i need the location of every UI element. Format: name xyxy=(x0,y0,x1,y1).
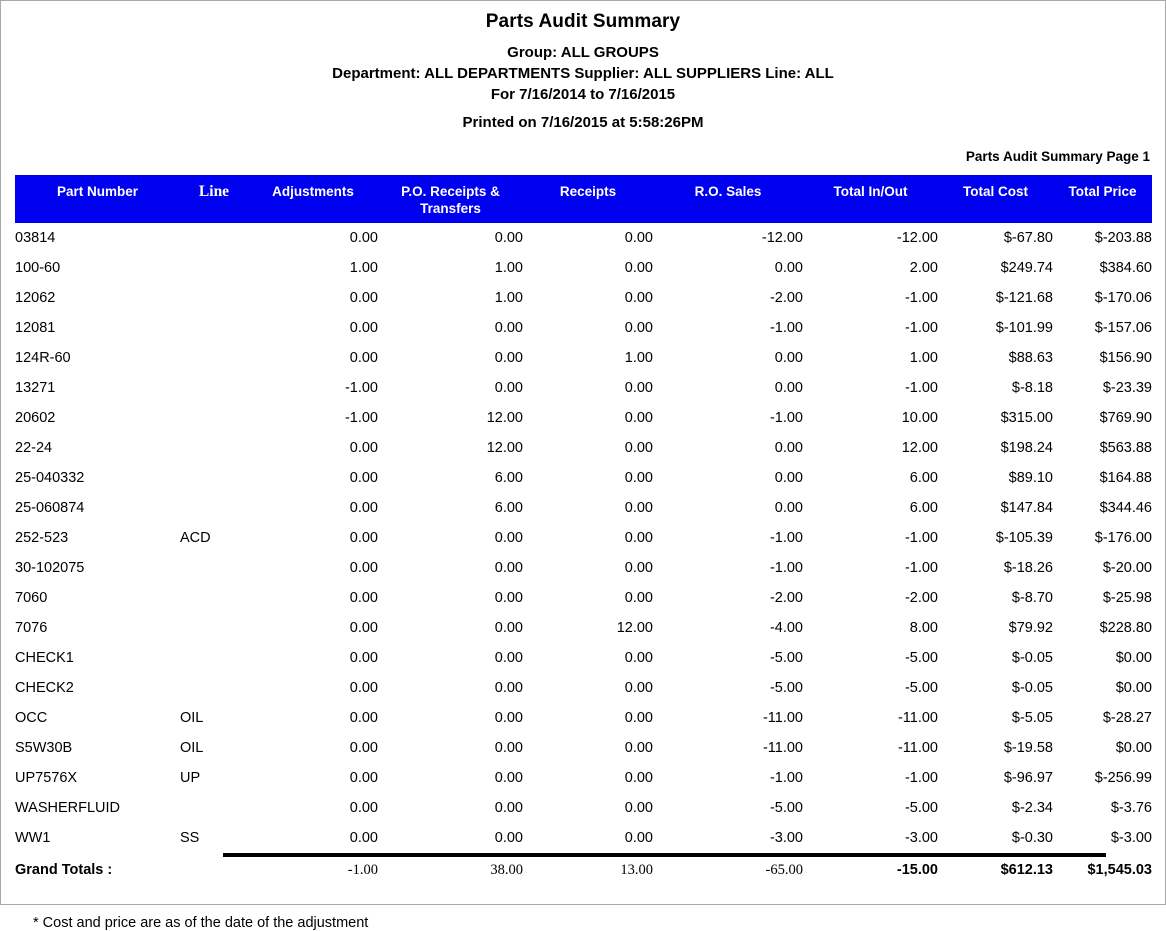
cell-total-cost: $-8.18 xyxy=(1011,380,1053,396)
cell-total-cost: $-101.99 xyxy=(995,320,1053,336)
cell-receipts: 0.00 xyxy=(624,290,653,306)
cell-po-receipts: 0.00 xyxy=(494,230,523,246)
table-row[interactable] xyxy=(15,733,1152,763)
cell-line xyxy=(180,373,248,403)
column-header-total-price-label: Total Price xyxy=(1068,184,1137,199)
cell-po-receipts: 0.00 xyxy=(494,800,523,816)
column-header-total-in-out-label: Total In/Out xyxy=(833,184,908,199)
cell-total-price: $-23.39 xyxy=(1102,380,1152,396)
cell-total-in-out: -1.00 xyxy=(904,530,938,546)
cell-part-number: 13271 xyxy=(15,380,56,396)
cell-po-receipts: 1.00 xyxy=(494,290,523,306)
cell-adjustments: 0.00 xyxy=(349,470,378,486)
cell-line xyxy=(180,253,248,283)
cell-part-number: 7076 xyxy=(15,620,48,636)
table-row[interactable] xyxy=(15,673,1152,703)
cell-receipts: 0.00 xyxy=(624,320,653,336)
table-row[interactable] xyxy=(15,823,1152,853)
cell-ro-sales: 0.00 xyxy=(774,260,803,276)
cell-total-in-out: -5.00 xyxy=(904,650,938,666)
cell-receipts: 0.00 xyxy=(624,470,653,486)
cell-receipts: 0.00 xyxy=(624,800,653,816)
cell-total-in-out: -5.00 xyxy=(904,800,938,816)
cell-receipts: 0.00 xyxy=(624,530,653,546)
cell-adjustments: 0.00 xyxy=(349,680,378,696)
column-header-line-label: Line xyxy=(198,183,230,200)
cell-total-price: $-176.00 xyxy=(1094,530,1152,546)
grand-total-ro-sales: -65.00 xyxy=(765,861,803,878)
cell-po-receipts: 0.00 xyxy=(494,530,523,546)
cell-adjustments: 0.00 xyxy=(349,560,378,576)
table-row[interactable] xyxy=(15,793,1152,823)
column-header-total-cost[interactable] xyxy=(938,175,1053,223)
column-header-receipts-label: Receipts xyxy=(559,184,617,199)
cell-total-in-out: 10.00 xyxy=(901,410,938,426)
cell-total-price: $344.46 xyxy=(1099,500,1152,516)
cell-line xyxy=(180,643,248,673)
table-row[interactable] xyxy=(15,253,1152,283)
cell-total-cost: $-105.39 xyxy=(995,530,1053,546)
cell-total-price: $-3.00 xyxy=(1110,830,1152,846)
table-row[interactable] xyxy=(15,403,1152,433)
report-table-wrap xyxy=(15,175,1152,887)
cell-po-receipts: 0.00 xyxy=(494,650,523,666)
cell-line: ACD xyxy=(180,530,211,546)
cell-part-number: 25-060874 xyxy=(15,500,85,516)
cell-line xyxy=(180,793,248,823)
table-row[interactable] xyxy=(15,553,1152,583)
cell-receipts: 0.00 xyxy=(624,380,653,396)
cell-total-price: $769.90 xyxy=(1099,410,1152,426)
cell-total-in-out: 1.00 xyxy=(909,350,938,366)
cell-total-price: $-203.88 xyxy=(1094,230,1152,246)
cell-adjustments: 0.00 xyxy=(349,440,378,456)
cell-part-number: CHECK1 xyxy=(15,650,74,666)
table-row[interactable] xyxy=(15,643,1152,673)
cell-adjustments: 0.00 xyxy=(349,500,378,516)
column-header-po-receipts-line1: P.O. Receipts & xyxy=(401,184,500,199)
grand-totals-table xyxy=(15,853,1152,887)
grand-total-po-receipts: 38.00 xyxy=(490,861,523,878)
cell-part-number: S5W30B xyxy=(15,740,73,756)
cell-receipts: 0.00 xyxy=(624,560,653,576)
cell-ro-sales: -5.00 xyxy=(769,680,803,696)
cell-line xyxy=(180,433,248,463)
cell-ro-sales: -5.00 xyxy=(769,650,803,666)
cell-po-receipts: 0.00 xyxy=(494,560,523,576)
cell-adjustments: 0.00 xyxy=(349,320,378,336)
cell-total-cost: $-121.68 xyxy=(995,290,1053,306)
cell-po-receipts: 0.00 xyxy=(494,740,523,756)
cell-total-price: $0.00 xyxy=(1115,650,1152,666)
parts-audit-table xyxy=(15,175,1152,853)
cell-total-cost: $89.10 xyxy=(1008,470,1053,486)
cell-total-cost: $-0.05 xyxy=(1011,680,1053,696)
table-body xyxy=(15,223,1152,853)
cell-total-price: $563.88 xyxy=(1099,440,1152,456)
cell-po-receipts: 12.00 xyxy=(486,410,523,426)
cell-adjustments: 0.00 xyxy=(349,590,378,606)
cell-adjustments: 0.00 xyxy=(349,800,378,816)
cell-total-in-out: -1.00 xyxy=(904,320,938,336)
department-supplier-line-filter: Department: ALL DEPARTMENTS Supplier: ALL SUPPLIERS Line: ALL xyxy=(332,65,834,82)
cell-ro-sales: -5.00 xyxy=(769,800,803,816)
cell-total-cost: $-5.05 xyxy=(1011,710,1053,726)
cell-total-price: $0.00 xyxy=(1115,680,1152,696)
cell-total-cost: $88.63 xyxy=(1008,350,1053,366)
column-header-total-price[interactable] xyxy=(1053,175,1152,223)
cell-ro-sales: -1.00 xyxy=(769,770,803,786)
cell-total-cost: $315.00 xyxy=(1000,410,1053,426)
cell-total-cost: $79.92 xyxy=(1008,620,1053,636)
cell-part-number: 25-040332 xyxy=(15,470,85,486)
cell-total-in-out: -1.00 xyxy=(904,770,938,786)
cell-adjustments: 0.00 xyxy=(349,830,378,846)
cell-adjustments: 0.00 xyxy=(349,710,378,726)
cell-part-number: 12081 xyxy=(15,320,56,336)
cell-total-price: $228.80 xyxy=(1099,620,1152,636)
cell-total-in-out: -11.00 xyxy=(897,710,938,726)
grand-total-receipts: 13.00 xyxy=(620,861,653,878)
cell-adjustments: 0.00 xyxy=(349,740,378,756)
cell-line xyxy=(180,283,248,313)
cell-total-cost: $249.74 xyxy=(1000,260,1053,276)
table-header-row xyxy=(15,175,1152,223)
cell-total-cost: $-19.58 xyxy=(1003,740,1053,756)
cell-total-in-out: 6.00 xyxy=(909,500,938,516)
column-header-ro-sales-label: R.O. Sales xyxy=(694,184,762,199)
cell-line xyxy=(180,553,248,583)
cell-part-number: OCC xyxy=(15,710,48,726)
cell-ro-sales: 0.00 xyxy=(774,350,803,366)
grand-totals-row xyxy=(15,853,1152,887)
cell-ro-sales: -12.00 xyxy=(761,230,803,246)
cell-part-number: 30-102075 xyxy=(15,560,85,576)
table-row[interactable] xyxy=(15,583,1152,613)
cell-part-number: 252-523 xyxy=(15,530,69,546)
cell-line xyxy=(180,583,248,613)
cell-ro-sales: -1.00 xyxy=(769,560,803,576)
cell-part-number: 100-60 xyxy=(15,260,61,276)
cell-adjustments: 0.00 xyxy=(349,530,378,546)
cell-ro-sales: -1.00 xyxy=(769,320,803,336)
cell-receipts: 0.00 xyxy=(624,590,653,606)
table-row[interactable] xyxy=(15,763,1152,793)
column-header-part-number[interactable] xyxy=(15,175,180,223)
cell-part-number: CHECK2 xyxy=(15,680,74,696)
cell-adjustments: 0.00 xyxy=(349,650,378,666)
cell-line xyxy=(180,673,248,703)
cell-total-in-out: -1.00 xyxy=(904,380,938,396)
cell-total-price: $-3.76 xyxy=(1110,800,1152,816)
cell-po-receipts: 0.00 xyxy=(494,350,523,366)
cell-ro-sales: 0.00 xyxy=(774,440,803,456)
cell-total-cost: $-2.34 xyxy=(1011,800,1053,816)
table-row[interactable] xyxy=(15,463,1152,493)
cell-line xyxy=(180,223,248,253)
cell-total-cost: $-67.80 xyxy=(1003,230,1053,246)
cell-ro-sales: 0.00 xyxy=(774,500,803,516)
cell-adjustments: 0.00 xyxy=(349,350,378,366)
grand-total-adjustments: -1.00 xyxy=(347,861,378,878)
cell-line: SS xyxy=(180,830,200,846)
cell-total-price: $0.00 xyxy=(1115,740,1152,756)
cell-ro-sales: -2.00 xyxy=(769,590,803,606)
cell-adjustments: -1.00 xyxy=(344,380,378,396)
cell-part-number: 124R-60 xyxy=(15,350,71,366)
grand-totals-label: Grand Totals : xyxy=(15,862,113,878)
column-header-receipts[interactable] xyxy=(523,175,653,223)
cell-total-price: $-28.27 xyxy=(1102,710,1152,726)
cell-receipts: 0.00 xyxy=(624,260,653,276)
cell-po-receipts: 0.00 xyxy=(494,680,523,696)
column-header-adjustments[interactable] xyxy=(248,175,378,223)
cell-total-price: $156.90 xyxy=(1099,350,1152,366)
cell-ro-sales: -11.00 xyxy=(762,710,803,726)
cell-po-receipts: 0.00 xyxy=(494,320,523,336)
cell-part-number: WW1 xyxy=(15,830,51,846)
cell-receipts: 12.00 xyxy=(616,620,653,636)
cell-receipts: 0.00 xyxy=(624,680,653,696)
cell-adjustments: 0.00 xyxy=(349,770,378,786)
cell-total-cost: $-18.26 xyxy=(1003,560,1053,576)
cell-adjustments: 0.00 xyxy=(349,290,378,306)
table-row[interactable] xyxy=(15,223,1152,253)
cell-po-receipts: 0.00 xyxy=(494,770,523,786)
cell-total-cost: $-96.97 xyxy=(1003,770,1053,786)
cell-line xyxy=(180,493,248,523)
cell-part-number: WASHERFLUID xyxy=(15,800,120,816)
cell-total-in-out: 6.00 xyxy=(909,470,938,486)
table-row[interactable] xyxy=(15,613,1152,643)
cell-receipts: 0.00 xyxy=(624,410,653,426)
page-label-row xyxy=(1,148,1165,166)
column-header-adjustments-label: Adjustments xyxy=(272,184,354,199)
cell-part-number: 03814 xyxy=(15,230,56,246)
table-row[interactable] xyxy=(15,493,1152,523)
cell-total-price: $-25.98 xyxy=(1102,590,1152,606)
cell-total-in-out: 12.00 xyxy=(901,440,938,456)
printed-on-line: Printed on 7/16/2015 at 5:58:26PM xyxy=(462,114,704,131)
cell-ro-sales: -4.00 xyxy=(769,620,803,636)
cell-total-in-out: -3.00 xyxy=(904,830,938,846)
cell-line: OIL xyxy=(180,710,204,726)
cell-total-in-out: -11.00 xyxy=(897,740,938,756)
cell-total-cost: $-8.70 xyxy=(1011,590,1053,606)
cell-ro-sales: 0.00 xyxy=(774,470,803,486)
cell-adjustments: 0.00 xyxy=(349,620,378,636)
cell-line xyxy=(180,313,248,343)
cell-po-receipts: 6.00 xyxy=(494,470,523,486)
table-row[interactable] xyxy=(15,283,1152,313)
grand-total-in-out: -15.00 xyxy=(896,862,938,878)
column-header-total-cost-label: Total Cost xyxy=(963,184,1028,199)
cell-total-in-out: -2.00 xyxy=(904,590,938,606)
grand-total-cost: $612.13 xyxy=(1000,862,1053,878)
cell-total-price: $384.60 xyxy=(1099,260,1152,276)
cell-receipts: 0.00 xyxy=(624,830,653,846)
cell-po-receipts: 6.00 xyxy=(494,500,523,516)
table-row[interactable] xyxy=(15,313,1152,343)
cell-po-receipts: 0.00 xyxy=(494,710,523,726)
cell-part-number: 20602 xyxy=(15,410,56,426)
cell-adjustments: -1.00 xyxy=(344,410,378,426)
table-row[interactable] xyxy=(15,343,1152,373)
page-title: Parts Audit Summary xyxy=(485,11,681,32)
cell-part-number: 7060 xyxy=(15,590,48,606)
cell-total-price: $-256.99 xyxy=(1094,770,1152,786)
cell-part-number: UP7576X xyxy=(15,770,78,786)
footnote: * Cost and price are as of the date of the adjustment xyxy=(33,915,369,931)
column-header-ro-sales[interactable] xyxy=(653,175,803,223)
cell-line: UP xyxy=(180,770,201,786)
cell-line xyxy=(180,403,248,433)
cell-po-receipts: 0.00 xyxy=(494,590,523,606)
column-header-part-number-label: Part Number xyxy=(56,184,139,199)
cell-total-in-out: -12.00 xyxy=(896,230,938,246)
column-header-po-receipts-line2: Transfers xyxy=(420,201,481,216)
cell-ro-sales: -11.00 xyxy=(762,740,803,756)
cell-line xyxy=(180,463,248,493)
date-range-line: For 7/16/2014 to 7/16/2015 xyxy=(490,86,676,103)
cell-total-cost: $198.24 xyxy=(1000,440,1053,456)
cell-receipts: 0.00 xyxy=(624,740,653,756)
cell-line: OIL xyxy=(180,740,204,756)
group-filter-line: Group: ALL GROUPS xyxy=(507,44,659,61)
cell-po-receipts: 0.00 xyxy=(494,620,523,636)
cell-total-in-out: -5.00 xyxy=(904,680,938,696)
cell-ro-sales: -3.00 xyxy=(769,830,803,846)
cell-po-receipts: 0.00 xyxy=(494,830,523,846)
cell-total-in-out: -1.00 xyxy=(904,290,938,306)
cell-total-cost: $147.84 xyxy=(1000,500,1053,516)
column-header-po-receipts-transfers[interactable] xyxy=(378,175,523,223)
cell-adjustments: 1.00 xyxy=(349,260,378,276)
cell-po-receipts: 12.00 xyxy=(486,440,523,456)
cell-ro-sales: 0.00 xyxy=(774,380,803,396)
cell-ro-sales: -2.00 xyxy=(769,290,803,306)
cell-adjustments: 0.00 xyxy=(349,230,378,246)
page-label: Parts Audit Summary Page 1 xyxy=(965,149,1150,164)
table-row[interactable] xyxy=(15,703,1152,733)
cell-receipts: 0.00 xyxy=(624,770,653,786)
cell-total-cost: $-0.05 xyxy=(1011,650,1053,666)
cell-line xyxy=(180,613,248,643)
totals-separator-rule xyxy=(223,853,1106,857)
column-header-line[interactable] xyxy=(180,175,248,223)
report-header xyxy=(1,1,1165,133)
cell-receipts: 1.00 xyxy=(624,350,653,366)
table-row[interactable] xyxy=(15,373,1152,403)
cell-ro-sales: -1.00 xyxy=(769,410,803,426)
cell-part-number: 12062 xyxy=(15,290,56,306)
cell-receipts: 0.00 xyxy=(624,710,653,726)
cell-receipts: 0.00 xyxy=(624,230,653,246)
cell-total-price: $-170.06 xyxy=(1094,290,1152,306)
cell-total-cost: $-0.30 xyxy=(1011,830,1053,846)
cell-po-receipts: 1.00 xyxy=(494,260,523,276)
cell-receipts: 0.00 xyxy=(624,500,653,516)
cell-total-in-out: -1.00 xyxy=(904,560,938,576)
cell-total-in-out: 8.00 xyxy=(909,620,938,636)
table-row[interactable] xyxy=(15,433,1152,463)
cell-total-price: $-20.00 xyxy=(1102,560,1152,576)
column-header-total-in-out[interactable] xyxy=(803,175,938,223)
cell-total-price: $164.88 xyxy=(1099,470,1152,486)
cell-total-in-out: 2.00 xyxy=(909,260,938,276)
cell-total-price: $-157.06 xyxy=(1094,320,1152,336)
cell-part-number: 22-24 xyxy=(15,440,53,456)
grand-total-price: $1,545.03 xyxy=(1087,862,1152,878)
cell-line xyxy=(180,343,248,373)
cell-ro-sales: -1.00 xyxy=(769,530,803,546)
cell-po-receipts: 0.00 xyxy=(494,380,523,396)
table-row[interactable] xyxy=(15,523,1152,553)
cell-receipts: 0.00 xyxy=(624,650,653,666)
cell-receipts: 0.00 xyxy=(624,440,653,456)
